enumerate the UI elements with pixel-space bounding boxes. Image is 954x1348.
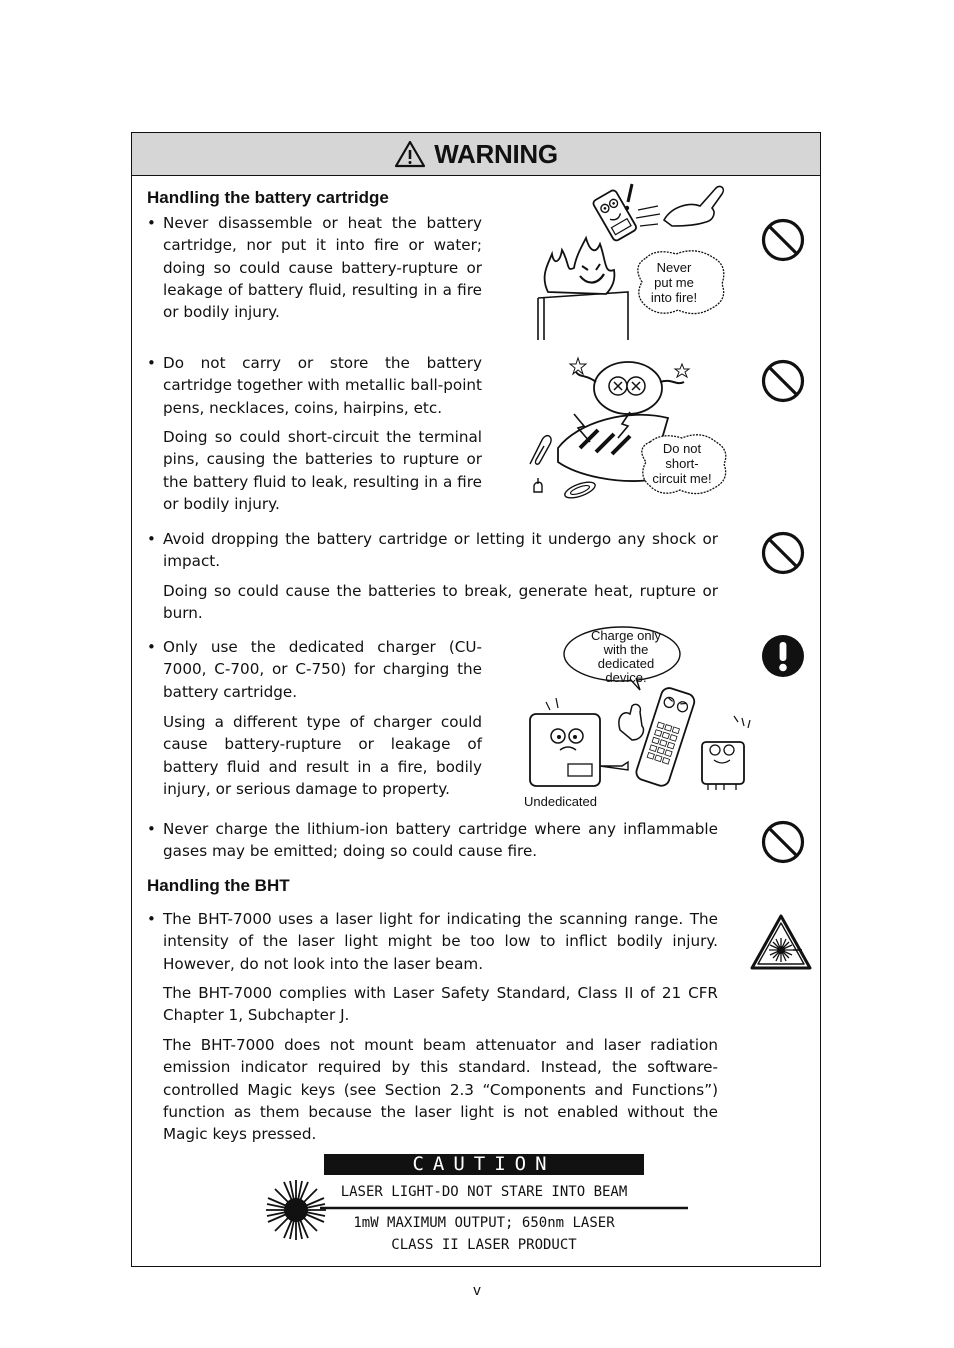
illustration-caption: Undedicated <box>524 794 597 809</box>
bullet: • <box>147 214 156 232</box>
warning-title: WARNING <box>434 138 558 169</box>
bht-text-2: The BHT-7000 complies with Laser Safety Standard, Class II of 21 CFR Chapter 1, Subchapter J. <box>163 984 718 1025</box>
bullet: • <box>147 910 156 928</box>
bubble-text: Charge only with the dedicated device. <box>590 628 662 685</box>
charger-illustration <box>524 680 756 790</box>
section-heading-battery: Handling the battery cartridge <box>147 188 389 207</box>
item-2-text-2: Doing so could short-circuit the terminal pins, causing the batteries to rupture or the battery fluid to leak, resulting in a fire or bodily injury. <box>163 428 482 513</box>
item-4-text-1: Only use the dedicated charger (CU-7000, C-700, or C-750) for charging the battery cartridge. <box>163 638 482 701</box>
warning-triangle-icon <box>394 140 426 168</box>
item-4-text-2: Using a different type of charger could cause battery-rupture or leakage of battery fluid and result in a fire, bodily injury, or serious damage to property. <box>163 713 482 798</box>
prohibition-icon <box>761 531 805 575</box>
bubble-text: Never put me into fire! <box>650 260 698 305</box>
caution-line-1: LASER LIGHT-DO NOT STARE INTO BEAM <box>340 1184 628 1200</box>
prohibition-icon <box>761 359 805 403</box>
caution-title: CAUTION <box>324 1154 644 1175</box>
item-5-text: Never charge the lithium-ion battery cartridge where any inflammable gases may be emitted; doing so could cause fire. <box>163 820 718 861</box>
bullet: • <box>147 820 156 838</box>
page-number: v <box>473 1282 481 1299</box>
item-1-text: Never disassemble or heat the battery cartridge, nor put it into fire or water; doing so could cause battery-rupture or leakage of battery fluid, resulting in a fire or bodily injury. <box>163 214 482 322</box>
bht-text-3: The BHT-7000 does not mount beam attenuator and laser radiation emission indicator required by this standard. Instead, the software-controlled Magic keys (see Section 2.3 “Components and Functions”) function as them because the laser light is not enabled without the Magic keys pressed. <box>163 1036 718 1144</box>
mandatory-icon <box>761 634 805 678</box>
bullet: • <box>147 354 156 372</box>
item-2-text-1: Do not carry or store the battery cartridge together with metallic ball-point pens, necklaces, coins, hairpins, etc. <box>163 354 482 417</box>
prohibition-icon <box>761 218 805 262</box>
caution-divider <box>320 1206 690 1210</box>
prohibition-icon <box>761 820 805 864</box>
caution-line-3: CLASS II LASER PRODUCT <box>391 1237 577 1253</box>
item-3-text-1: Avoid dropping the battery cartridge or letting it undergo any shock or impact. <box>163 530 718 571</box>
laser-starburst-icon <box>264 1178 328 1242</box>
item-3-text-2: Doing so could cause the batteries to break, generate heat, rupture or burn. <box>163 582 718 623</box>
bullet: • <box>147 638 156 656</box>
laser-warning-icon <box>750 914 812 970</box>
bubble-text: Do not short- circuit me! <box>652 441 712 486</box>
bullet: • <box>147 530 156 548</box>
bht-text-1: The BHT-7000 uses a laser light for indicating the scanning range. The intensity of the laser light might be too low to inflict bodily injury. However, do not look into the laser beam. <box>163 910 718 973</box>
section-heading-bht: Handling the BHT <box>147 876 290 895</box>
caution-line-2: 1mW MAXIMUM OUTPUT; 650nm LASER <box>353 1215 615 1231</box>
warning-header <box>132 133 820 176</box>
